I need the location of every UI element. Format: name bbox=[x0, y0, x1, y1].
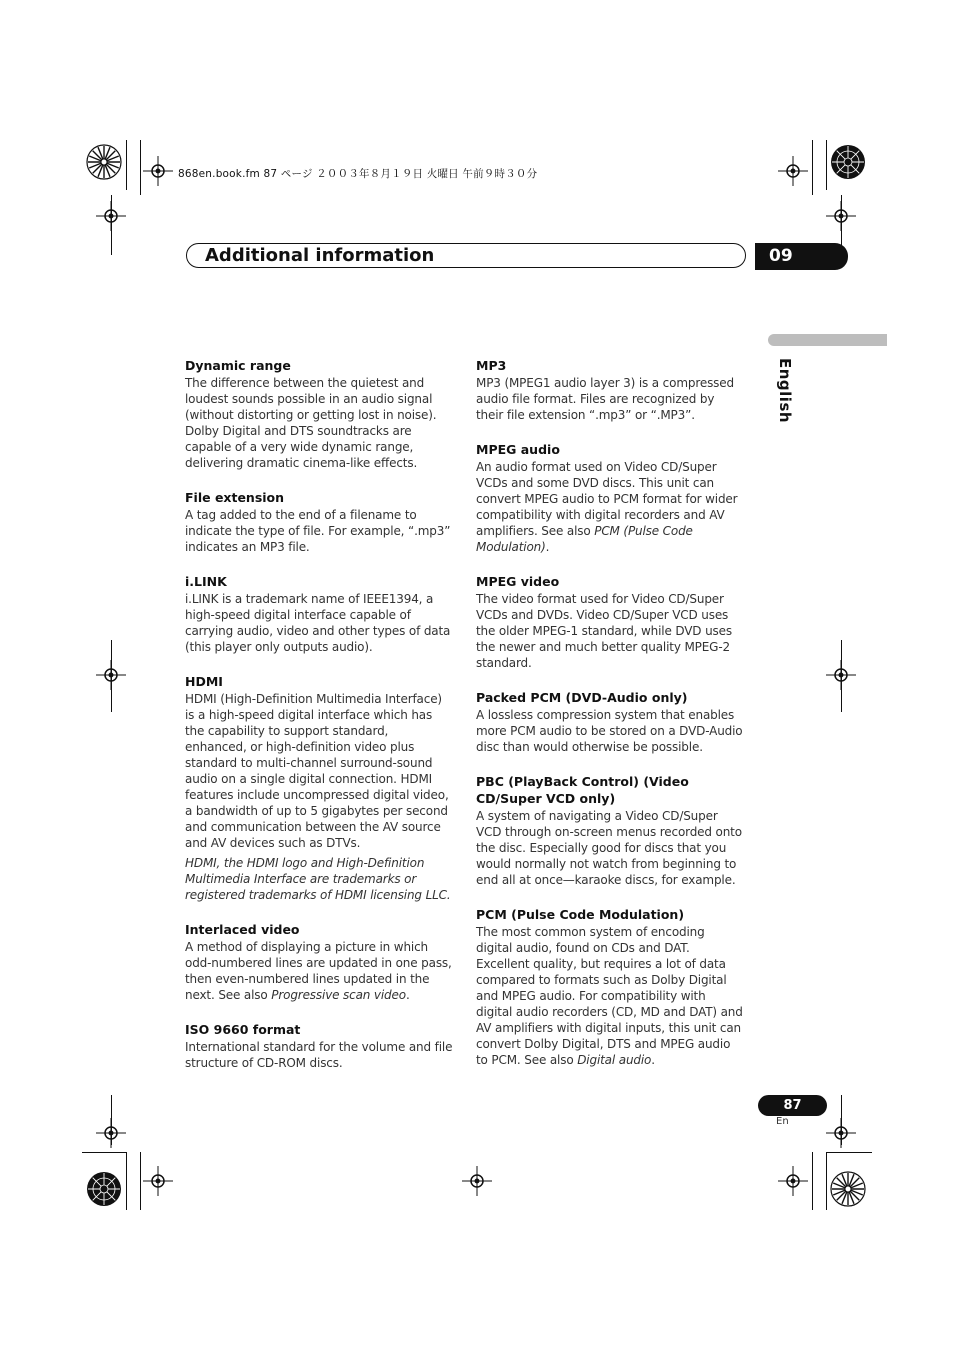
cross-reference: Digital audio bbox=[577, 1053, 652, 1067]
crosshair-registration-icon bbox=[462, 1166, 492, 1196]
glossary-entry bbox=[185, 489, 453, 555]
glossary-entry bbox=[185, 573, 453, 655]
glossary-entry bbox=[476, 689, 744, 755]
glossary-definition: MP3 (MPEG1 audio layer 3) is a compressed audio file format. Files are recognized by their file extension “.mp3” or “.MP3”. bbox=[476, 376, 734, 422]
trademark-note: HDMI, the HDMI logo and High-Definition Multimedia Interface are trademarks or registered trademarks of HDMI licensing LLC. bbox=[185, 856, 451, 902]
crop-mark bbox=[826, 140, 827, 190]
crop-mark bbox=[812, 140, 813, 195]
crop-mark bbox=[140, 1152, 141, 1210]
glossary-entry bbox=[185, 673, 453, 903]
cross-reference: Progressive scan video bbox=[271, 988, 406, 1002]
glossary-term: Interlaced video bbox=[185, 922, 300, 937]
glossary-definition bbox=[476, 924, 744, 1068]
glossary-definition bbox=[476, 459, 744, 555]
glossary-definition: The difference between the quietest and loudest sounds possible in an audio signal (without distorting or getting lost in noise). Dolby Digital and DTS soundtracks are capable of a very wide dynamic range, delivering dramatic cinema-like effects. bbox=[185, 376, 437, 470]
glossary-term: File extension bbox=[185, 490, 285, 505]
crosshair-registration-icon bbox=[778, 1166, 808, 1196]
glossary-definition: International standard for the volume and file structure of CD-ROM discs. bbox=[185, 1040, 453, 1070]
glossary-entry bbox=[185, 357, 453, 471]
crosshair-registration-icon bbox=[143, 156, 173, 186]
crosshair-registration-icon bbox=[826, 201, 856, 231]
definition-tail: . bbox=[405, 988, 410, 1002]
language-tab bbox=[768, 334, 887, 346]
glossary-entry bbox=[476, 357, 744, 423]
glossary-term: ISO 9660 format bbox=[185, 1022, 301, 1037]
crop-mark bbox=[812, 1152, 813, 1210]
glossary-term: MP3 bbox=[476, 358, 507, 373]
glossary-definition bbox=[185, 939, 453, 1003]
crop-mark bbox=[826, 1152, 827, 1210]
crosshair-registration-icon bbox=[778, 156, 808, 186]
glossary-term: HDMI bbox=[185, 674, 223, 689]
glossary-entry bbox=[185, 921, 453, 1003]
glossary-definition: A lossless compression system that enables more PCM audio to be stored on a DVD-Audio disc than would otherwise be possible. bbox=[476, 708, 743, 754]
crosshair-registration-icon bbox=[96, 1118, 126, 1148]
crop-mark bbox=[826, 1152, 872, 1153]
glossary-term: Packed PCM (DVD-Audio only) bbox=[476, 690, 688, 705]
crop-mark bbox=[140, 140, 141, 195]
glossary-term: PCM (Pulse Code Modulation) bbox=[476, 907, 685, 922]
definition-text: A method of displaying a picture in which odd-numbered lines are updated in one pass, then even-numbered lines updated in the next. See also bbox=[185, 940, 452, 1002]
glossary-entry bbox=[476, 441, 744, 555]
glossary-definition: i.LINK is a trademark name of IEEE1394, a high-speed digital interface capable of carrying audio, video and other types of data (this player only outputs audio). bbox=[185, 592, 451, 654]
starburst-registration-icon bbox=[86, 1171, 122, 1207]
glossary-definition: The video format used for Video CD/Super VCDs and DVDs. Video CD/Super VCD uses the older MPEG-1 standard, while DVD uses the newer and much better quality MPEG-2 standard. bbox=[476, 592, 732, 670]
crosshair-registration-icon bbox=[826, 1118, 856, 1148]
glossary-definition: A system of navigating a Video CD/Super VCD through on-screen menus recorded onto the disc. Especially good for discs that you would normally not watch from beginning to end all at once—karaoke discs, for example. bbox=[476, 809, 742, 887]
crosshair-registration-icon bbox=[96, 201, 126, 231]
crop-mark bbox=[126, 1152, 127, 1210]
glossary-definition: HDMI (High-Definition Multimedia Interface) is a high-speed digital interface which has the capability to support standard, enhanced, or high-definition video plus standard to multi-channel surround-sound audio on a single digital connection. HDMI features include uncompressed digital video, a bandwidth of up to 5 gigabytes per second and communication between the AV source and AV devices such as DTVs. bbox=[185, 692, 449, 850]
definition-text: An audio format used on Video CD/Super VCDs and some DVD discs. This unit can convert MPEG audio to PCM format for wider compatibility with digital recorders and AV amplifiers. See also bbox=[476, 460, 738, 538]
definition-tail: . bbox=[651, 1053, 655, 1067]
cross-reference: PCM (Pulse Code Modulation) bbox=[476, 524, 693, 554]
starburst-registration-icon bbox=[830, 1171, 866, 1207]
glossary-entry bbox=[476, 906, 744, 1068]
page-language-code: En bbox=[776, 1116, 789, 1127]
definition-tail: . bbox=[545, 540, 550, 554]
language-tab-label: English bbox=[776, 358, 794, 424]
chapter-title-bar bbox=[186, 243, 746, 268]
page-number-badge: 87 bbox=[758, 1095, 827, 1116]
crosshair-registration-icon bbox=[143, 1166, 173, 1196]
starburst-registration-icon bbox=[830, 144, 866, 180]
glossary-right-column bbox=[476, 357, 744, 1086]
glossary-entry bbox=[476, 773, 744, 888]
chapter-title: Additional information bbox=[205, 245, 435, 266]
glossary-term: MPEG video bbox=[476, 574, 560, 589]
crop-mark bbox=[82, 1152, 126, 1153]
print-file-header: 868en.book.fm 87 ページ ２００３年８月１９日 火曜日 午前９時３０分 bbox=[178, 168, 538, 180]
glossary-term: PBC (PlayBack Control) (Video CD/Super VCD only) bbox=[476, 774, 689, 806]
glossary-entry bbox=[185, 1021, 453, 1071]
glossary-term: MPEG audio bbox=[476, 442, 560, 457]
definition-text: The most common system of encoding digital audio, found on CDs and DAT. Excellent quality, but requires a lot of data compared to formats such as Dolby Digital and MPEG audio. For compatibility with digital audio recorders (CD, MD and DAT) and AV amplifiers with digital inputs, this unit can convert Dolby Digital, DTS and MPEG audio to PCM. See also bbox=[476, 925, 743, 1067]
crosshair-registration-icon bbox=[96, 660, 126, 690]
glossary-entry bbox=[476, 573, 744, 671]
starburst-registration-icon bbox=[86, 144, 122, 180]
glossary-definition: A tag added to the end of a filename to indicate the type of file. For example, “.mp3” indicates an MP3 file. bbox=[185, 508, 451, 554]
crosshair-registration-icon bbox=[826, 660, 856, 690]
glossary-term: i.LINK bbox=[185, 574, 227, 589]
glossary-term: Dynamic range bbox=[185, 358, 291, 373]
crop-mark bbox=[126, 140, 127, 190]
chapter-number-badge: 09 bbox=[755, 243, 848, 270]
glossary-left-column bbox=[185, 357, 453, 1089]
